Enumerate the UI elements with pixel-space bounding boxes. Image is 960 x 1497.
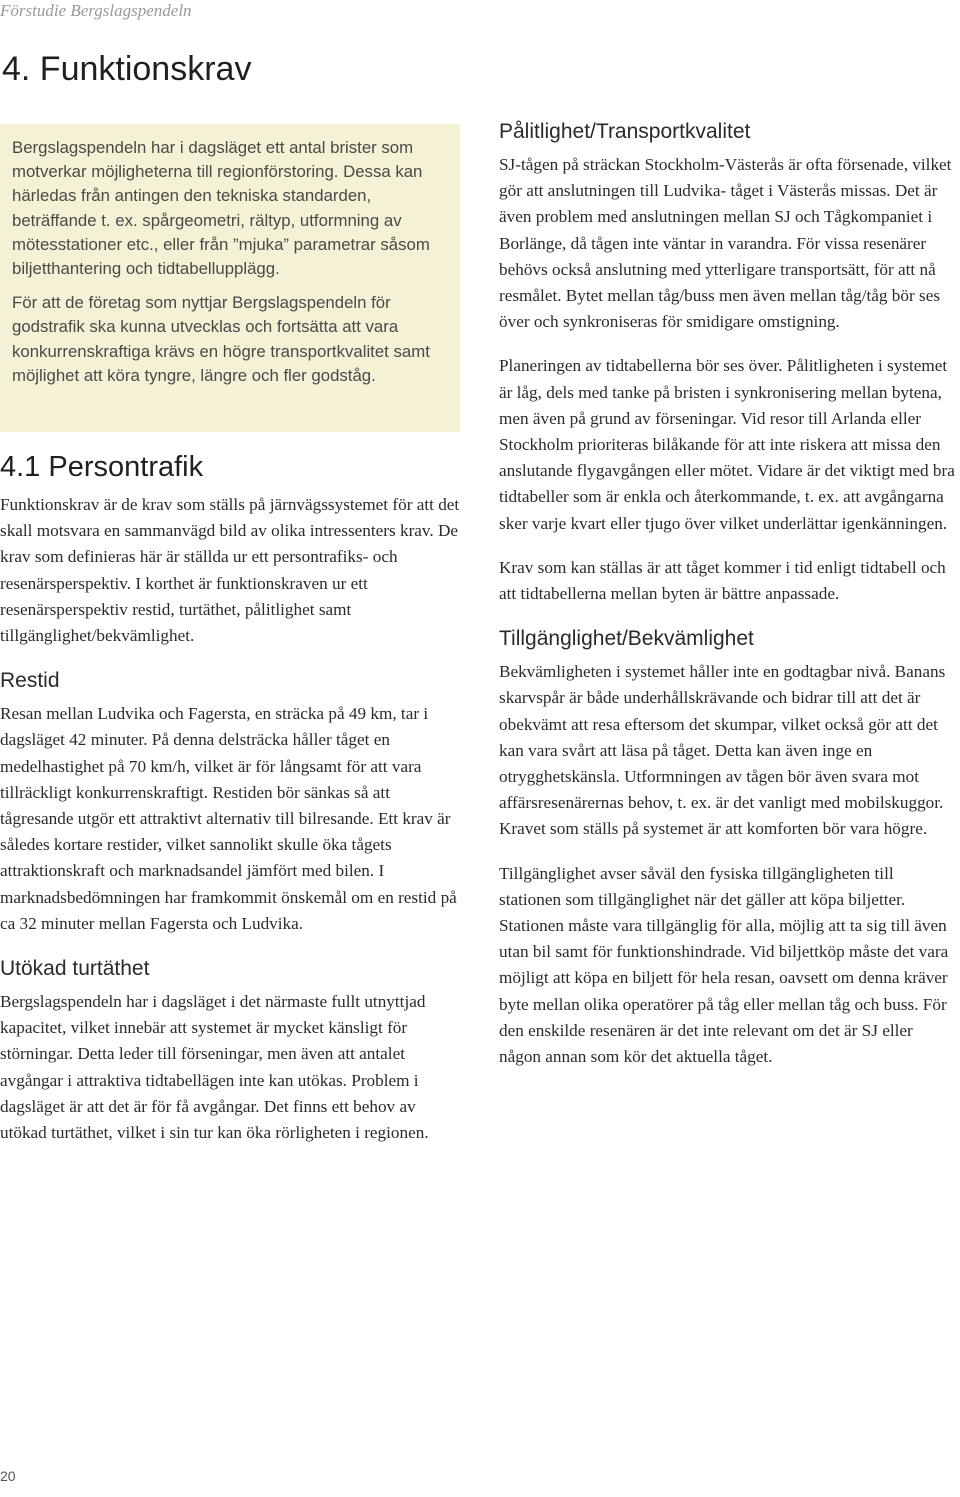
- palitlighet-paragraph-1: SJ-tågen på sträckan Stockholm-Västerås är ofta försenade, vilket gör att anslutningen till Ludvika- tåget i Västerås missas. Det är även problem med anslutningen mellan SJ och Tågkompaniet i Borlänge, då tågen inte väntar in varandra. För vissa resenärer behövs också anslutning med ytterligare transportsätt, för att nå resmålet. Bytet mellan tåg/buss men även mellan tåg/tåg bör ses över och synkroniseras för smidigare omstigning.: [499, 155, 952, 332]
- section-heading-persontrafik: 4.1 Persontrafik: [0, 451, 204, 483]
- running-header: Förstudie Bergslagspendeln: [0, 1, 192, 20]
- intro-paragraph-1: Bergslagspendeln har i dagsläget ett antal brister som motverkar möjligheterna till regionförstoring. Dessa kan härledas från antingen den tekniska standarden, beträffande t. ex. spårgeometri, rältyp, utformning av mötesstationer etc., eller från ”mjuka” parametrar såsom biljetthantering och tidtabellupplägg.: [12, 138, 430, 279]
- left-column: [0, 124, 460, 1164]
- palitlighet-paragraph-3: Krav som kan ställas är att tåget kommer i tid enligt tidtabell och att tidtabellerna mellan byten är bättre anpassade.: [499, 557, 946, 604]
- persontrafik-paragraph: Funktionskrav är de krav som ställs på järnvägssystemet för att det skall motsvara en sammanvägd bild av olika intressenters krav. De krav som definieras här är ställda ur ett persontrafiks- och resenärsperspektiv. I korthet är funktionskraven ur ett resenärsperspektiv restid, turtäthet, pålitlighet samt tillgänglighet/bekvämlighet.: [0, 495, 460, 646]
- right-column: [499, 118, 957, 1088]
- turtathet-paragraph: Bergslagspendeln har i dagsläget i det närmaste fullt utnyttjad kapacitet, vilket innebär att systemet är mycket känsligt för störningar. Detta leder till förseningar, men även att antalet avgångar i attraktiva tidtabellägen inte kan utökas. Problem i dagsläget är att det är för få avgångar. Det finns ett behov av utökad turtäthet, vilket i sin tur kan öka rörligheten i regionen.: [0, 992, 429, 1143]
- subheading-palitlighet: Pålitlighet/Transportkvalitet: [499, 120, 751, 143]
- intro-paragraph-2: För att de företag som nyttjar Bergslagspendeln för godstrafik ska kunna utvecklas och fortsätta att vara konkurrenskraftiga krävs en högre transportkvalitet samt möjlighet att köra tyngre, längre och fler godståg.: [12, 293, 430, 385]
- chapter-title: 4. Funktionskrav: [2, 50, 252, 88]
- subheading-turtathet: Utökad turtäthet: [0, 957, 150, 981]
- restid-paragraph: Resan mellan Ludvika och Fagersta, en sträcka på 49 km, tar i dagsläget 42 minuter. På denna delsträcka håller tåget en medelhastighet på 70 km/h, vilket är för långsamt för att vara tillräckligt konkurrenskraftigt. Restiden bör sänkas så att tågresande utgör ett attraktivt alternativ till bilresande. Ett krav är således kortare restider, vilket sannolikt skulle öka tågets attraktionskraft och marknadsandel jämfört med bilen. I marknadsbedömningen har framkommit önskemål om en restid på ca 32 minuter mellan Fagersta och Ludvika.: [0, 704, 457, 933]
- tillganglighet-paragraph-1: Bekvämligheten i systemet håller inte en godtagbar nivå. Banans skarvspår är både underhållskrävande och bidrar till att det är obekvämt att resa eftersom det skumpar, vilket också gör att det kan vara svårt att läsa på tåget. Detta kan även inge en otrygghetskänsla. Utformningen av tågen bör även svara mot affärsresenärernas behov, t. ex. är det vanligt med mobilskuggor. Kravet som ställs på systemet är att komforten bör vara högre.: [499, 662, 946, 839]
- palitlighet-paragraph-2: Planeringen av tidtabellerna bör ses över. Pålitligheten i systemet är låg, dels med tanke på bristen i synkronisering mellan bytena, men även på grund av förseningar. Vid resor till Arlanda eller Stockholm prioriteras bilåkande för att inte riskera att missa den anslutande flygavgången eller mötet. Vidare är det viktigt med bra tidtabeller som är enkla och återkommande, t. ex. att avgångarna sker varje kvart eller tjugo över vilket underlättar igenkänningen.: [499, 356, 955, 533]
- tillganglighet-paragraph-2: Tillgänglighet avser såväl den fysiska tillgängligheten till stationen som tillgänglighet när det gäller att köpa biljetter. Stationen måste vara tillgänglig för alla, möjlig att ta sig till även utan bil samt för funktionshindrade. Vid biljettköp måste det vara möjligt att köpa en biljett för hela resan, oavsett om denna kräver byte mellan olika operatörer på tåg eller mellan tåg och buss. För den enskilde resenären är det inte relevant om det är SJ eller någon annan som kör det aktuella tåget.: [499, 863, 949, 1067]
- subheading-restid: Restid: [0, 669, 60, 693]
- subheading-tillganglighet: Tillgänglighet/Bekvämlighet: [499, 627, 754, 651]
- page-number: 20: [0, 1468, 16, 1484]
- intro-box: [0, 124, 460, 432]
